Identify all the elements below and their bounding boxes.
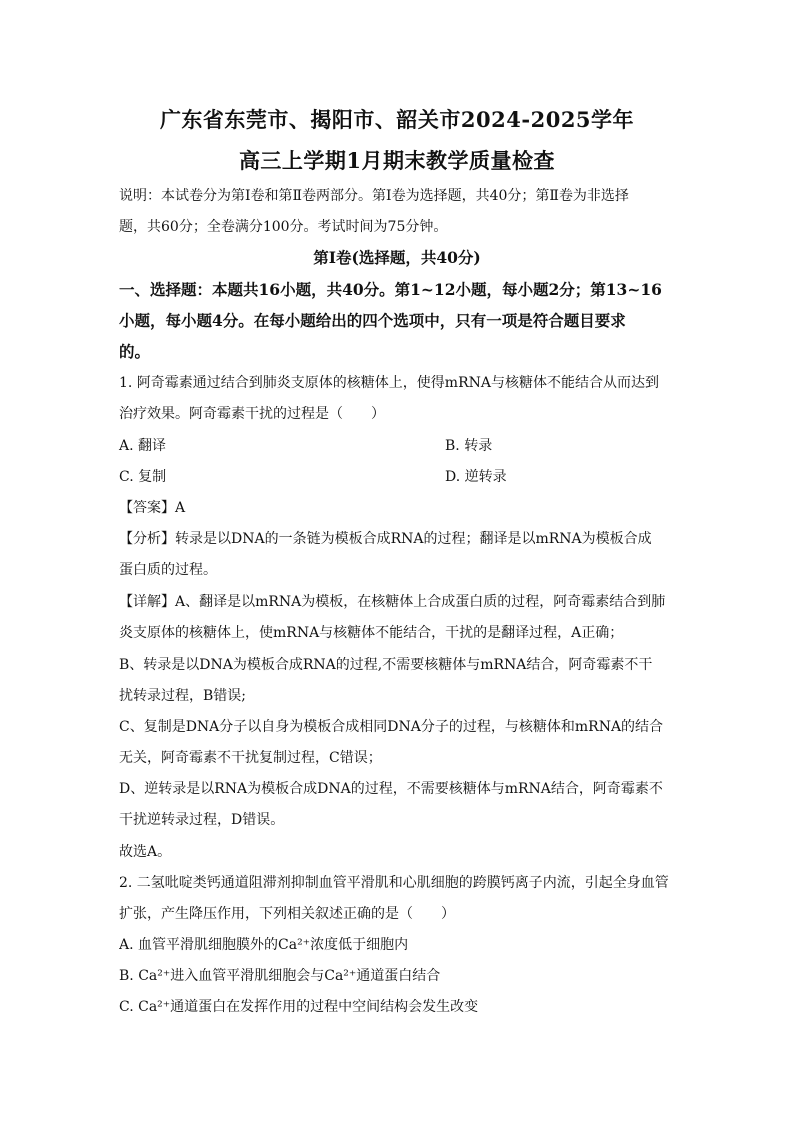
q1-stem-line-1: 1. 阿奇霉素通过结合到肺炎支原体的核糖体上，使得mRNA与核糖体不能结合从而达到	[119, 375, 659, 391]
q2-option-b: B. Ca²⁺进入血管平滑肌细胞会与Ca²⁺通道蛋白结合	[119, 968, 441, 984]
q1-detail-line-8: 干扰逆转录过程，D错误。	[119, 812, 285, 828]
document-title-line-1: 广东省东莞市、揭阳市、韶关市2024-2025学年	[159, 107, 635, 132]
q1-detail-line-1: 【详解】A、翻译是以mRNA为模板，在核糖体上合成蛋白质的过程，阿奇霉素结合到肺	[119, 594, 666, 610]
q1-detail-line-6: 无关，阿奇霉素不干扰复制过程，C错误；	[119, 750, 382, 766]
section-instruction-line-2: 小题，每小题4分。在每小题给出的四个选项中，只有一项是符合题目要求	[119, 311, 626, 330]
q1-option-b: B. 转录	[445, 438, 493, 454]
q1-detail-line-5: C、复制是DNA分子以自身为模板合成相同DNA分子的过程，与核糖体和mRNA的结合	[119, 719, 664, 735]
q1-stem-line-2: 治疗效果。阿奇霉素干扰的过程是（ ）	[119, 406, 385, 422]
q1-answer: 【答案】A	[119, 500, 186, 516]
q2-option-c: C. Ca²⁺通道蛋白在发挥作用的过程中空间结构会发生改变	[119, 999, 479, 1015]
q2-stem-line-1: 2. 二氢吡啶类钙通道阻滞剂抑制血管平滑肌和心肌细胞的跨膜钙离子内流，引起全身血管	[119, 875, 669, 891]
intro-line-1: 说明：本试卷分为第Ⅰ卷和第Ⅱ卷两部分。第Ⅰ卷为选择题，共40分；第Ⅱ卷为非选择	[119, 188, 629, 204]
q1-detail-line-2: 炎支原体的核糖体上，使mRNA与核糖体不能结合，干扰的是翻译过程，A正确；	[119, 625, 624, 641]
q1-detail-line-4: 扰转录过程，B错误;	[119, 688, 247, 704]
intro-line-2: 题，共60分；全卷满分100分。考试时间为75分钟。	[119, 219, 448, 235]
section-instruction-line-3: 的。	[119, 342, 151, 361]
q2-stem-line-2: 扩张，产生降压作用，下列相关叙述正确的是（ ）	[119, 906, 455, 922]
q1-detail-line-7: D、逆转录是以RNA为模板合成DNA的过程，不需要核糖体与mRNA结合，阿奇霉素不	[119, 781, 663, 797]
q1-detail-line-3: B、转录是以DNA为模板合成RNA的过程,不需要核糖体与mRNA结合，阿奇霉素不干	[119, 657, 653, 673]
q1-option-c: C. 复制	[119, 469, 167, 485]
document-title-line-2: 高三上学期1月期末教学质量检查	[238, 148, 556, 173]
q1-option-a: A. 翻译	[119, 438, 167, 454]
q2-option-a: A. 血管平滑肌细胞膜外的Ca²⁺浓度低于细胞内	[119, 937, 409, 953]
section-heading: 第Ⅰ卷(选择题，共40分)	[313, 248, 481, 267]
q1-conclusion: 故选A。	[119, 844, 172, 860]
q1-analysis-line-2: 蛋白质的过程。	[119, 562, 217, 578]
q1-analysis-line-1: 【分析】转录是以DNA的一条链为模板合成RNA的过程；翻译是以mRNA为模板合成	[119, 531, 652, 547]
section-instruction-line-1: 一、选择题：本题共16小题，共40分。第1~12小题，每小题2分；第13~16	[119, 280, 662, 299]
q1-option-d: D. 逆转录	[445, 469, 507, 485]
